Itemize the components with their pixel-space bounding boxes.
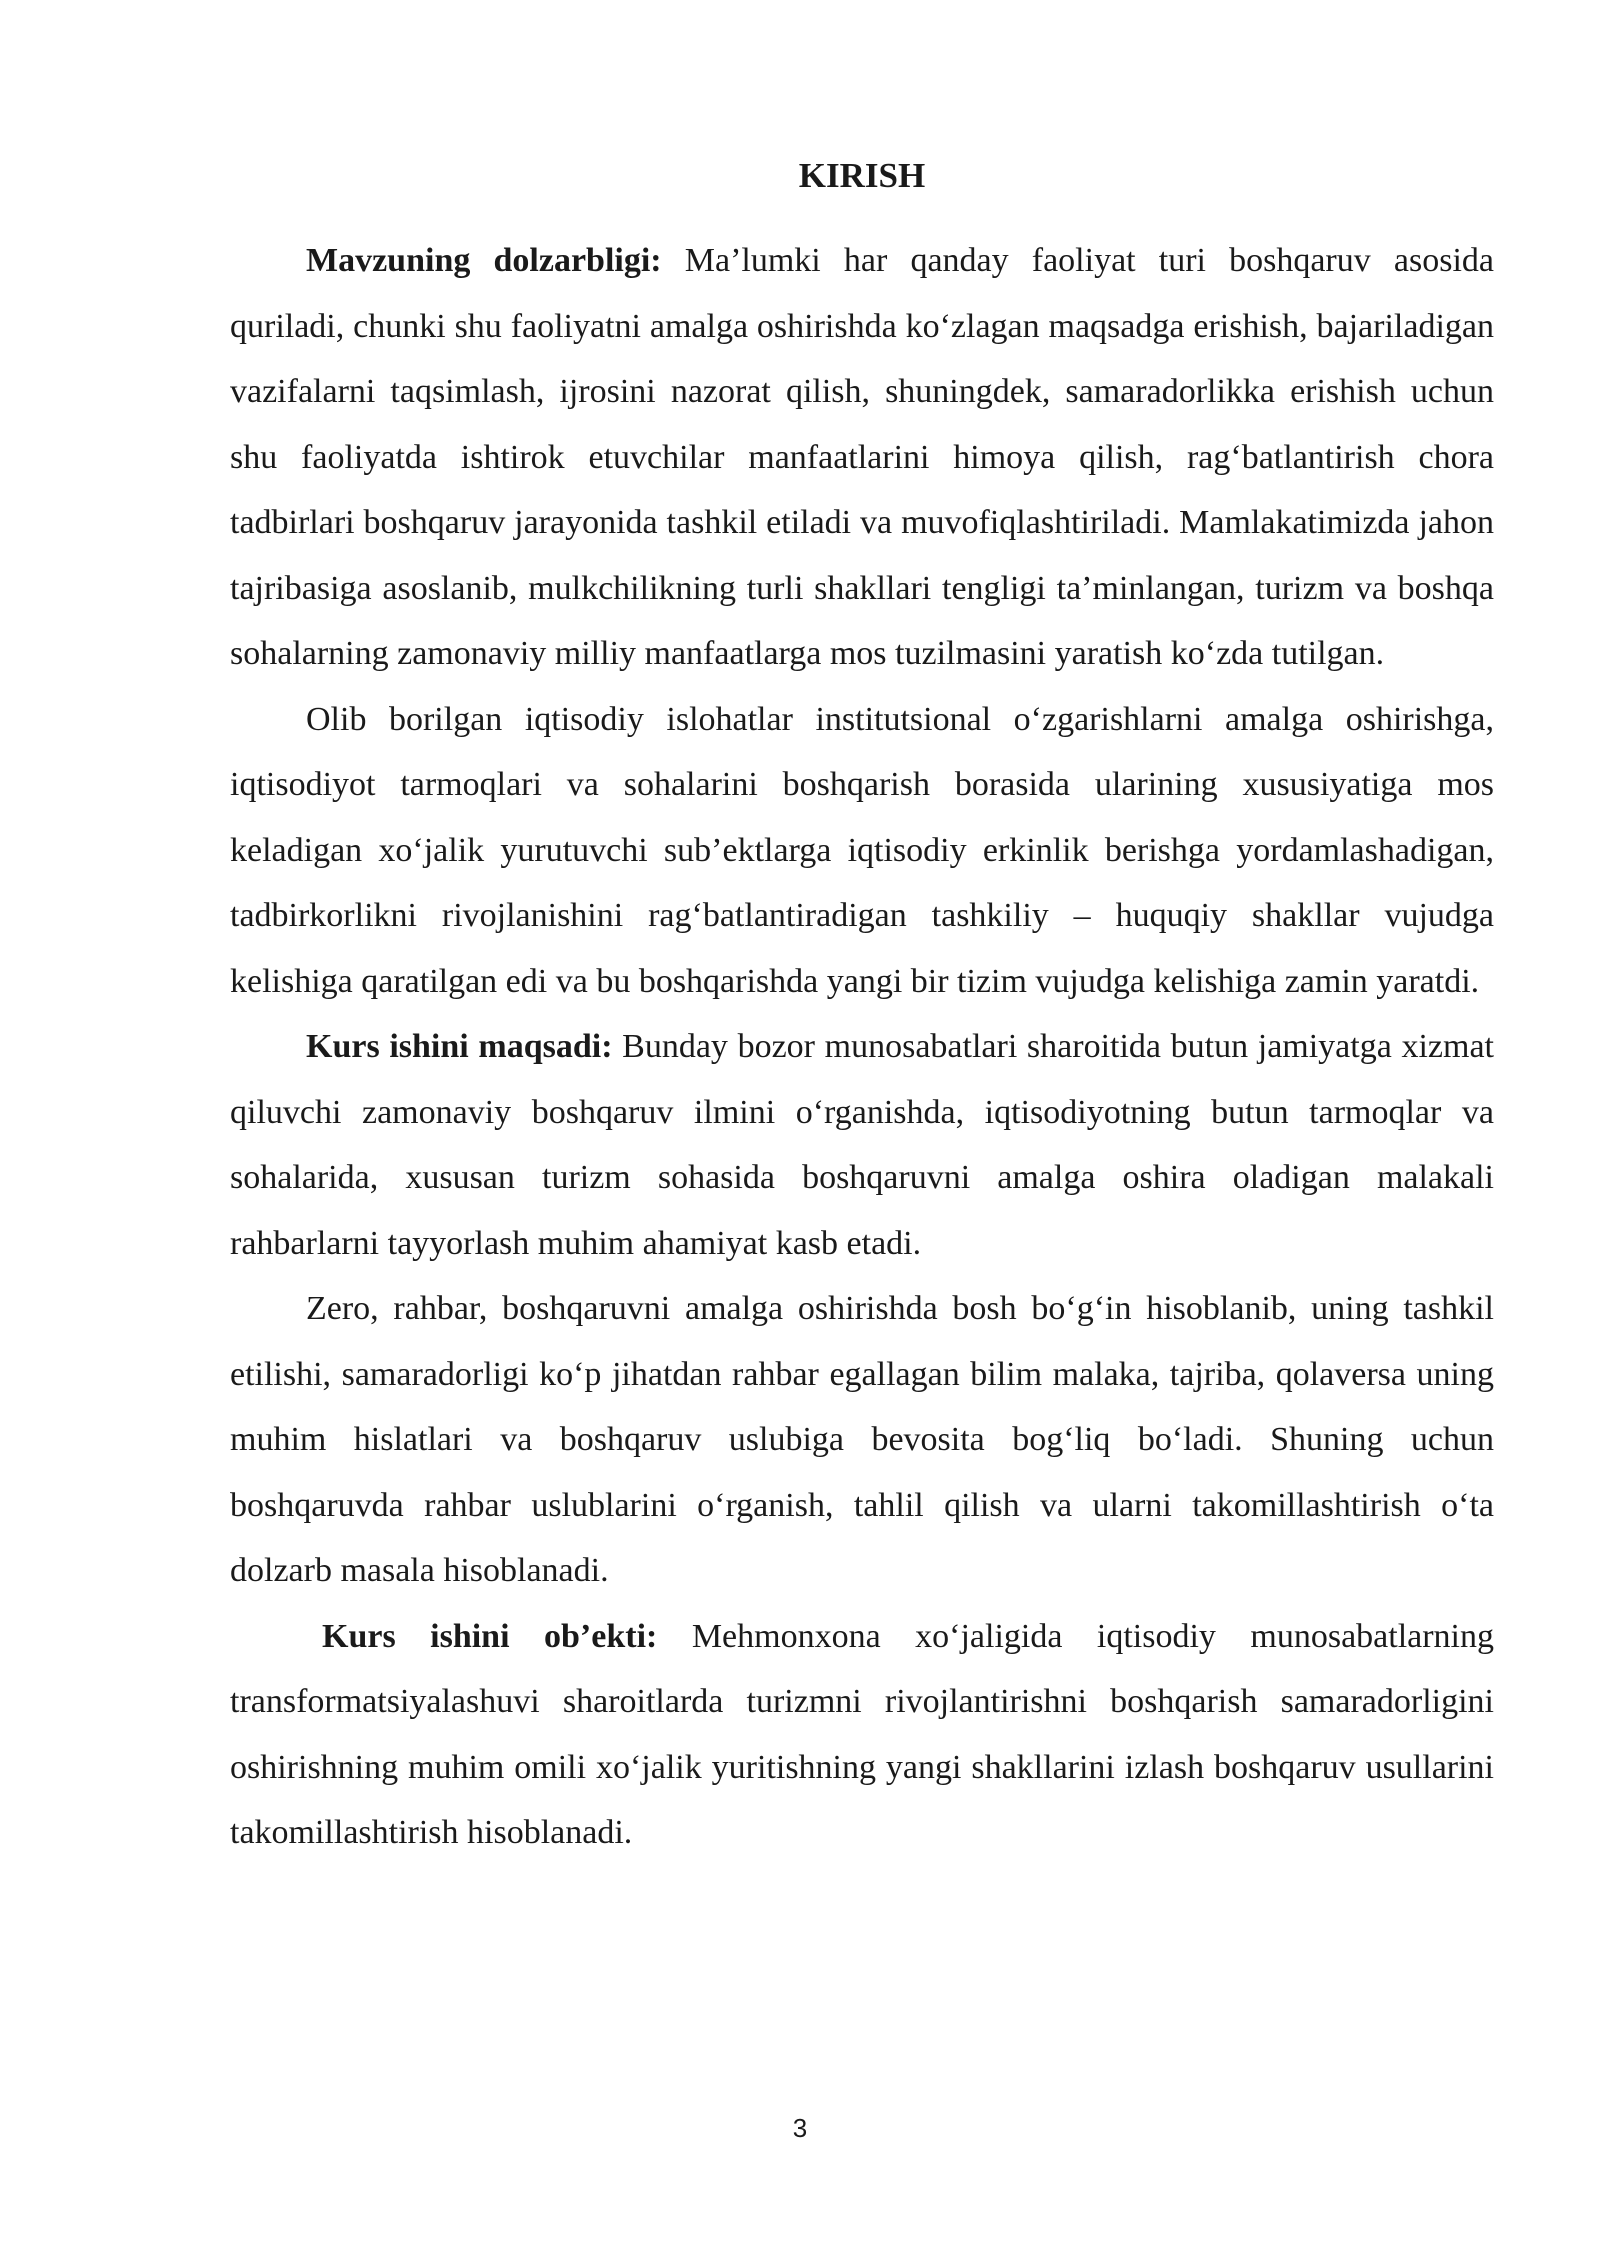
paragraph-relevance — [230, 228, 1494, 687]
paragraph-object — [230, 1604, 1494, 1866]
paragraph-lead-relevance: Mavzuning dolzarbligi: — [306, 242, 662, 279]
paragraph-reforms — [230, 687, 1494, 1015]
paragraph-text-relevance: Ma’lumki har qanday faoliyat turi boshqaruv asosida quriladi, chunki shu faoliyatni amalga oshirishda ko‘zlagan maqsadga erishish, bajariladigan vazifalarni taqsimlash, ijrosini nazorat qilish, shuningdek, samaradorlikka erishish uchun shu faoliyatda ishtirok etuvchilar manfaatlarini himoya qilish, rag‘batlantirish chora tadbirlari boshqaruv jarayonida tashkil etiladi va muvofiqlashtiriladi. Mamlakatimizda jahon tajribasiga asoslanib, mulkchilikning turli shakllari tengligi ta’minlangan, turizm va boshqa sohalarning zamonaviy milliy manfaatlarga mos tuzilmasini yaratish ko‘zda tutilgan. — [230, 242, 1494, 672]
paragraph-lead-goal: Kurs ishini maqsadi: — [306, 1028, 613, 1065]
paragraph-leader — [230, 1276, 1494, 1604]
page-number: 3 — [792, 2113, 808, 2143]
paragraph-text-leader: Zero, rahbar, boshqaruvni amalga oshirishda bosh bo‘g‘in hisoblanib, uning tashkil etilishi, samaradorligi ko‘p jihatdan rahbar egallagan bilim malaka, tajriba, qolaversa uning muhim hislatlari va boshqaruv uslubiga bevosita bog‘liq bo‘ladi. Shuning uchun boshqaruvda rahbar uslublarini o‘rganish, tahlil qilish va ularni takomillashtirish o‘ta dolzarb masala hisoblanadi. — [230, 1290, 1494, 1589]
paragraph-goal — [230, 1014, 1494, 1276]
section-title: KIRISH — [798, 156, 926, 195]
document-page — [230, 150, 1494, 1866]
paragraph-lead-object: Kurs ishini ob’ekti: — [322, 1617, 658, 1655]
paragraph-text-goal: Bunday bozor munosabatlari sharoitida butun jamiyatga xizmat qiluvchi zamonaviy boshqaruv ilmini o‘rganishda, iqtisodiyotning butun tarmoqlar va sohalarida, xususan turizm sohasida boshqaruvni amalga oshira oladigan malakali rahbarlarni tayyorlash muhim ahamiyat kasb etadi. — [230, 1028, 1494, 1262]
paragraph-text-object: Mehmonxona xo‘jaligida iqtisodiy munosabatlarning transformatsiyalashuvi sharoitlarda turizmni rivojlantirishni boshqarish samaradorligini oshirishning muhim omili xo‘jalik yuritishning yangi shakllarini izlash boshqaruv usullarini takomillashtirish hisoblanadi. — [230, 1617, 1495, 1851]
paragraph-text-reforms: Olib borilgan iqtisodiy islohatlar institutsional o‘zgarishlarni amalga oshirishga, iqtisodiyot tarmoqlari va sohalarini boshqarish borasida ularining xususiyatiga mos keladigan xo‘jalik yurutuvchi sub’ektlarga iqtisodiy erkinlik berishga yordamlashadigan, tadbirkorlikni rivojlanishini rag‘batlantiradigan tashkiliy – huquqiy shakllar vujudga kelishiga qaratilgan edi va bu boshqarishda yangi bir tizim vujudga kelishiga zamin yaratdi. — [230, 700, 1494, 1000]
